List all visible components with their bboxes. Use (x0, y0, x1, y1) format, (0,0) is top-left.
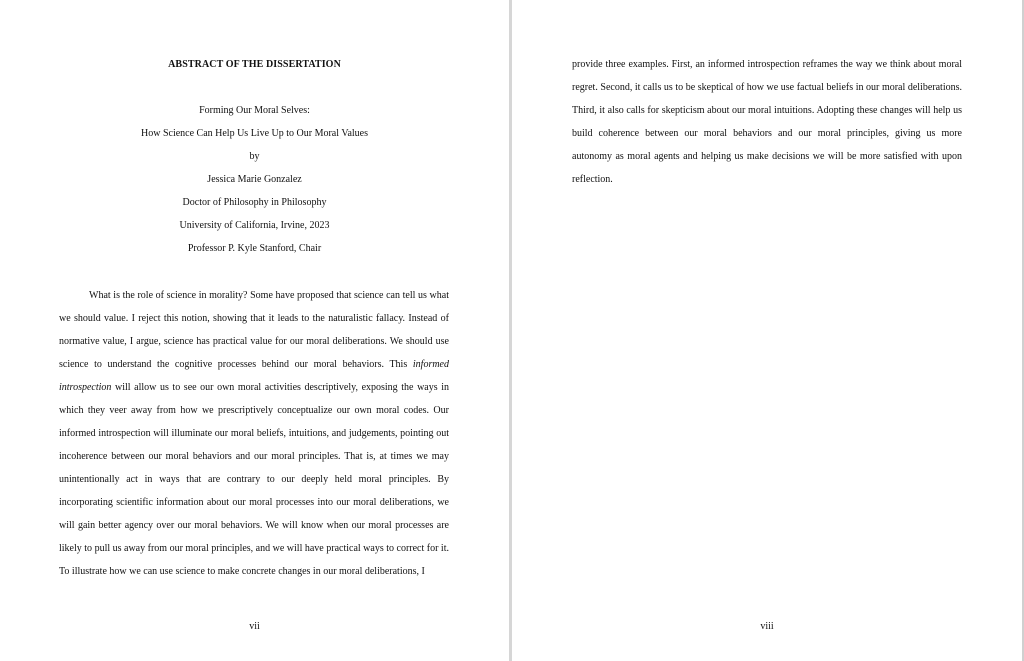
page-right (512, 0, 1022, 661)
emphasis-text: informed (412, 359, 449, 370)
page-number-right: viii (760, 621, 774, 632)
abstract-line: reflection. (572, 174, 613, 185)
abstract-line (59, 353, 449, 376)
abstract-line: will gain better agency over our moral behaviors. We will know when our moral processes are (59, 520, 449, 531)
title-line-1: Forming Our Moral Selves: (199, 105, 310, 116)
abstract-line: which they veer away from how we prescriptively conceptualize our own moral codes. Our (59, 405, 449, 416)
page-number-left: vii (249, 621, 260, 632)
emphasis-text: introspection (59, 382, 112, 393)
abstract-line: incoherence between our moral behaviors and our moral principles. That is, at times we may (59, 451, 449, 462)
abstract-line: regret. Second, it calls us to be skeptical of how we use factual beliefs in our moral deliberations. (572, 82, 962, 93)
abstract-line: To illustrate how we can use science to make concrete changes in our moral deliberations, I (59, 566, 425, 577)
abstract-line: unintentionally act in ways that are contrary to our deeply held moral principles. By (59, 474, 449, 485)
institution: University of California, Irvine, 2023 (179, 220, 330, 231)
abstract-heading: ABSTRACT OF THE DISSERTATION (168, 59, 341, 70)
abstract-line: informed introspection will illuminate our moral beliefs, intuitions, and judgements, pointing out (59, 428, 449, 439)
by-line: by (249, 151, 260, 162)
abstract-line: likely to pull us away from our moral principles, and we will have practical ways to correct for it. (59, 543, 449, 554)
abstract-line: provide three examples. First, an informed introspection reframes the way we think about moral (572, 59, 962, 70)
page-left (0, 0, 509, 661)
abstract-line: normative value, I argue, science has practical value for our moral deliberations. We should use (59, 336, 449, 347)
abstract-line: autonomy as moral agents and helping us make decisions we will be more satisfied with upon (572, 151, 962, 162)
abstract-line: build coherence between our moral behaviors and our moral principles, giving us more (572, 128, 962, 139)
abstract-line: Third, it also calls for skepticism about our moral intuitions. Adopting these changes will help us (572, 105, 962, 116)
abstract-text: science to understand the cognitive processes behind our moral behaviors. This (59, 359, 413, 370)
abstract-body (59, 284, 449, 583)
abstract-body-continued (572, 53, 962, 191)
abstract-text: will allow us to see our own moral activities descriptively, exposing the ways in (111, 382, 449, 393)
abstract-line: incorporating scientific information about our moral processes into our moral deliberations, we (59, 497, 449, 508)
author-name: Jessica Marie Gonzalez (207, 174, 302, 185)
degree: Doctor of Philosophy in Philosophy (182, 197, 327, 208)
abstract-line: we should value. I reject this notion, showing that it leads to the naturalistic fallacy. Instead of (59, 313, 449, 324)
abstract-line (59, 376, 449, 399)
title-line-2: How Science Can Help Us Live Up to Our Moral Values (141, 128, 368, 139)
committee-chair: Professor P. Kyle Stanford, Chair (187, 243, 322, 254)
abstract-line: What is the role of science in morality? Some have proposed that science can tell us what (89, 290, 449, 301)
